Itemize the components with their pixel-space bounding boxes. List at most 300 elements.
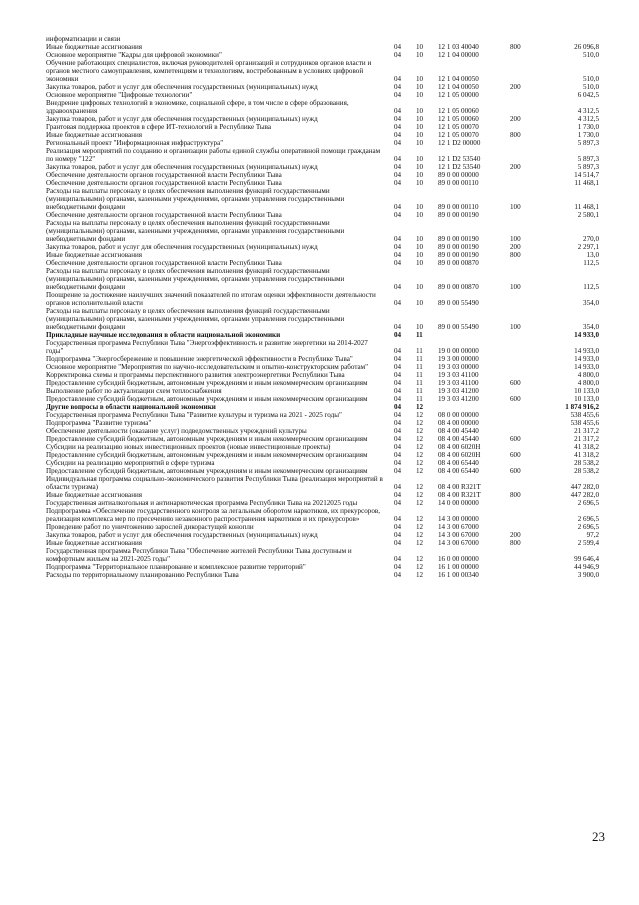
- row-expense-type: [508, 507, 540, 523]
- row-subsection: 10: [416, 43, 424, 51]
- table-row: [46, 43, 599, 51]
- row-amount: 1 730,0: [577, 123, 599, 131]
- row-name: Субсидии на реализацию мероприятий в сфере туризма: [46, 459, 215, 467]
- row-target-item: 89 0 00 00110: [438, 179, 479, 187]
- row-section: 04: [394, 131, 402, 139]
- table-row: [46, 179, 599, 187]
- row-expense-type: [508, 571, 540, 579]
- row-subsection: 10: [416, 243, 424, 251]
- row-section: 04: [394, 459, 402, 467]
- table-row: [46, 531, 599, 539]
- row-expense-type: 800: [510, 131, 521, 139]
- row-target-item: 12 1 05 00070: [438, 123, 479, 131]
- row-amount: 5 897,3: [577, 139, 599, 147]
- row-expense-type: [508, 331, 540, 339]
- row-target-item: 12 1 05 00000: [438, 91, 479, 99]
- row-expense-type: 100: [510, 235, 521, 243]
- row-subsection: 12: [416, 555, 424, 563]
- row-name: Закупка товаров, работ и услуг для обеспечения государственных (муниципальных) нужд: [46, 115, 318, 123]
- table-row: [46, 395, 599, 403]
- row-expense-type: 200: [510, 243, 521, 251]
- row-amount: 4 312,5: [577, 107, 599, 115]
- row-section: 04: [394, 243, 402, 251]
- row-target-item: 08 4 00 45440: [438, 435, 479, 443]
- row-target-item: 08 4 00 65440: [438, 467, 479, 475]
- row-target-item: 89 0 00 00870: [438, 283, 479, 291]
- row-subsection: 12: [416, 427, 424, 435]
- row-subsection: 10: [416, 251, 424, 259]
- table-row: [46, 427, 599, 435]
- table-row: [46, 475, 599, 491]
- row-section: 04: [394, 483, 402, 491]
- row-subsection: 10: [416, 235, 424, 243]
- table-row: [46, 363, 599, 371]
- row-target-item: 08 0 00 00000: [438, 411, 479, 419]
- page-number: 23: [592, 829, 605, 844]
- row-section: 04: [394, 379, 402, 387]
- row-amount: 538 455,6: [570, 411, 599, 419]
- row-subsection: 11: [416, 363, 423, 371]
- row-name: Предоставление субсидий бюджетным, автономным учреждениям и иным некоммерческим организациям: [46, 467, 368, 475]
- row-target-item: 12 1 D2 53540: [438, 155, 481, 163]
- row-expense-type: [508, 259, 540, 267]
- row-subsection: 10: [416, 123, 424, 131]
- table-row: [46, 451, 599, 459]
- row-target-item: 89 0 00 00190: [438, 251, 479, 259]
- row-expense-type: [508, 339, 540, 355]
- row-section: 04: [394, 515, 402, 523]
- row-name: Расходы на выплаты персоналу в целях обеспечения выполнения функций государственными (муниципальными) органами, казенными учреждениями, органами управления государственными внебюджетными фондами: [46, 219, 345, 243]
- row-section: 04: [394, 443, 402, 451]
- budget-table-body: [46, 35, 599, 579]
- table-row: [46, 123, 599, 131]
- row-section: 04: [394, 571, 402, 579]
- row-amount: 11 468,1: [574, 203, 599, 211]
- row-amount: 11 468,1: [574, 179, 599, 187]
- row-expense-type: [508, 211, 540, 219]
- row-target-item: 12 1 04 00050: [438, 83, 479, 91]
- row-section: 04: [394, 91, 402, 99]
- row-target-item: 19 3 03 00000: [438, 363, 479, 371]
- row-subsection: 10: [416, 155, 424, 163]
- row-section: 04: [394, 539, 402, 547]
- row-target-item: 08 4 00 6020Н: [438, 443, 481, 451]
- row-amount: 14 933,0: [574, 363, 599, 371]
- row-name: Предоставление субсидий бюджетным, автономным учреждениям и иным некоммерческим организациям: [46, 395, 368, 403]
- row-expense-type: 800: [510, 43, 521, 51]
- row-amount: 510,0: [583, 51, 599, 59]
- row-expense-type: [508, 59, 540, 83]
- row-amount: 14 933,0: [574, 347, 599, 355]
- row-subsection: 10: [416, 299, 424, 307]
- table-row: [46, 35, 599, 43]
- row-expense-type: [508, 427, 540, 435]
- row-subsection: 10: [416, 211, 424, 219]
- row-amount: 2 696,5: [577, 515, 599, 523]
- row-subsection: 12: [416, 411, 424, 419]
- row-subsection: 10: [416, 75, 424, 83]
- row-amount: 14 933,0: [574, 331, 599, 339]
- row-amount: 5 897,3: [577, 155, 599, 163]
- row-section: [392, 35, 414, 43]
- row-name: Подпрограмма "Развитие туризма": [46, 419, 152, 427]
- row-expense-type: [508, 411, 540, 419]
- row-name: Поощрение за достижение наилучших значений показателей по итогам оценки эффективности деятельности органов исполнительной власти: [46, 291, 376, 307]
- row-name: Обеспечение деятельности (оказание услуг) подведомственных учреждений культуры: [46, 427, 307, 435]
- row-amount: 1 874 916,2: [565, 403, 599, 411]
- table-row: [46, 115, 599, 123]
- row-subsection: 12: [416, 499, 424, 507]
- row-target-item: 08 4 00 R321Т: [438, 491, 481, 499]
- row-section: 04: [394, 235, 402, 243]
- row-amount: 97,2: [586, 531, 599, 539]
- row-section: 04: [394, 75, 402, 83]
- row-target-item: 12 1 D2 00000: [438, 139, 481, 147]
- row-expense-type: 100: [510, 323, 521, 331]
- row-subsection: 12: [416, 531, 424, 539]
- row-target-item: 08 4 00 00000: [438, 419, 479, 427]
- row-section: 04: [394, 435, 402, 443]
- row-subsection: 10: [416, 131, 424, 139]
- row-name: Закупка товаров, работ и услуг для обеспечения государственных (муниципальных) нужд: [46, 83, 318, 91]
- row-expense-type: 600: [510, 451, 521, 459]
- row-expense-type: [508, 147, 540, 163]
- row-target-item: 89 0 00 55490: [438, 323, 479, 331]
- row-name: Основное мероприятие "Кадры для цифровой экономики": [46, 51, 222, 59]
- row-target-item: 19 3 03 41100: [438, 379, 479, 387]
- row-name: Государственная программа Республики Тыва "Энергоэффективность и развитие энергетики на 2014-2027 годы": [46, 339, 368, 355]
- row-expense-type: [508, 371, 540, 379]
- table-row: [46, 83, 599, 91]
- row-amount: 2 696,5: [577, 523, 599, 531]
- table-row: [46, 51, 599, 59]
- table-row: [46, 243, 599, 251]
- row-target-item: 89 0 00 00000: [438, 171, 479, 179]
- row-section: 04: [394, 411, 402, 419]
- row-name: Закупка товаров, работ и услуг для обеспечения государственных (муниципальных) нужд: [46, 531, 318, 539]
- row-subsection: 11: [416, 379, 423, 387]
- row-expense-type: [508, 51, 540, 59]
- row-name: Иные бюджетные ассигнования: [46, 43, 143, 51]
- row-section: 04: [394, 387, 402, 395]
- row-target-item: 12 1 D2 53540: [438, 163, 481, 171]
- row-amount: 6 042,5: [577, 91, 599, 99]
- row-subsection: 12: [416, 563, 424, 571]
- table-row: [46, 459, 599, 467]
- row-amount: 14 933,0: [574, 355, 599, 363]
- table-row: [46, 251, 599, 259]
- row-expense-type: 600: [510, 467, 521, 475]
- row-expense-type: [508, 443, 540, 451]
- row-target-item: 14 3 00 00000: [438, 515, 479, 523]
- row-expense-type: 800: [510, 539, 521, 547]
- table-row: [46, 499, 599, 507]
- row-name: Расходы на выплаты персоналу в целях обеспечения выполнения функций государственными (муниципальными) органами, казенными учреждениями, органами управления государственными внебюджетными фондами: [46, 267, 345, 291]
- row-target-item: 89 0 00 00190: [438, 243, 479, 251]
- row-amount: 41 318,2: [574, 451, 599, 459]
- table-row: [46, 571, 599, 579]
- table-row: [46, 331, 599, 339]
- row-subsection: 10: [416, 51, 424, 59]
- row-amount: 2 297,1: [577, 243, 599, 251]
- row-name: Иные бюджетные ассигнования: [46, 131, 143, 139]
- row-amount: 10 133,0: [574, 395, 599, 403]
- row-section: 04: [394, 139, 402, 147]
- row-name: Расходы на выплаты персоналу в целях обеспечения выполнения функций государственными (муниципальными) органами, казенными учреждениями, органами управления государственными внебюджетными фондами: [46, 187, 345, 211]
- row-subsection: 12: [416, 515, 424, 523]
- row-subsection: 10: [416, 107, 424, 115]
- row-amount: 41 318,2: [574, 443, 599, 451]
- row-target-item: 12 1 05 00060: [438, 115, 479, 123]
- row-name: Корректировка схемы и программы перспективного развития электроэнергетики Республики Тыва: [46, 371, 345, 379]
- row-name: Другие вопросы в области национальной экономики: [46, 403, 216, 411]
- table-row: [46, 403, 599, 411]
- table-row: [46, 99, 599, 115]
- row-amount: 538 455,6: [570, 419, 599, 427]
- row-name: информатизации и связи: [46, 35, 121, 43]
- row-target-item: 89 0 00 55490: [438, 299, 479, 307]
- table-row: [46, 387, 599, 395]
- row-expense-type: 100: [510, 203, 521, 211]
- table-row: [46, 163, 599, 171]
- row-expense-type: [508, 179, 540, 187]
- row-amount: 270,0: [583, 235, 599, 243]
- row-name: Выполнение работ по актуализации схем теплоснабжения: [46, 387, 222, 395]
- table-row: [46, 219, 599, 243]
- row-amount: 510,0: [583, 83, 599, 91]
- row-section: 04: [394, 299, 402, 307]
- row-subsection: 10: [416, 179, 424, 187]
- row-section: 04: [394, 115, 402, 123]
- table-row: [46, 435, 599, 443]
- row-section: 04: [394, 427, 402, 435]
- row-name: Подпрограмма «Обеспечение государственного контроля за легальным оборотом наркотиков, их прекурсоров, реализация комплекса мер по пресечению незаконного распространения наркотиков и их прекурсоров»: [46, 507, 381, 523]
- row-expense-type: [508, 35, 540, 43]
- row-name: Закупка товаров, работ и услуг для обеспечения государственных (муниципальных) нужд: [46, 243, 318, 251]
- table-row: [46, 355, 599, 363]
- row-section: 04: [394, 371, 402, 379]
- row-expense-type: 200: [510, 531, 521, 539]
- row-amount: 26 096,8: [574, 43, 599, 51]
- row-amount: 21 317,2: [574, 427, 599, 435]
- row-target-item: 16 1 00 00000: [438, 563, 479, 571]
- row-expense-type: [508, 403, 540, 411]
- row-name: Государственная программа Республики Тыва "Развитие культуры и туризма на 2021 - 2025 годы": [46, 411, 342, 419]
- row-subsection: 11: [416, 347, 423, 355]
- row-name: Предоставление субсидий бюджетным, автономным учреждениям и иным некоммерческим организациям: [46, 435, 368, 443]
- row-section: 04: [394, 155, 402, 163]
- row-amount: 14 514,7: [574, 171, 599, 179]
- row-section: 04: [394, 419, 402, 427]
- row-amount: [540, 35, 599, 43]
- table-row: [46, 411, 599, 419]
- row-target-item: 08 4 00 45440: [438, 427, 479, 435]
- row-name: Государственная программа Республики Тыва "Обеспечение жителей Республики Тыва доступным и комфортным жильем на 2021-2025 годы": [46, 547, 352, 563]
- row-name: Реализация мероприятий по созданию и организации работы единой службы оперативной помощи гражданам по номеру "122": [46, 147, 381, 163]
- row-amount: 112,5: [583, 259, 599, 267]
- row-subsection: 10: [416, 171, 424, 179]
- row-subsection: 12: [416, 523, 424, 531]
- row-name: Основное мероприятие "Цифровые технологии": [46, 91, 193, 99]
- row-section: 04: [394, 403, 402, 411]
- row-target-item: 08 4 00 R321Т: [438, 483, 481, 491]
- row-expense-type: [508, 123, 540, 131]
- row-subsection: 10: [416, 83, 424, 91]
- row-amount: 5 897,3: [577, 163, 599, 171]
- row-target-item: 14 3 00 67000: [438, 539, 479, 547]
- table-row: [46, 147, 599, 163]
- row-expense-type: [508, 499, 540, 507]
- row-subsection: 12: [416, 443, 424, 451]
- row-target-item: 12 1 03 40040: [438, 43, 479, 51]
- row-expense-type: 200: [510, 115, 521, 123]
- row-amount: 4 312,5: [577, 115, 599, 123]
- row-section: 04: [394, 363, 402, 371]
- row-section: 04: [394, 211, 402, 219]
- row-name: Государственная антиалкогольная и антинаркотическая программа Республики Тыва на 20212025 годы: [46, 499, 358, 507]
- table-row: [46, 371, 599, 379]
- row-expense-type: 200: [510, 83, 521, 91]
- row-expense-type: [508, 475, 540, 491]
- row-section: 04: [394, 179, 402, 187]
- row-name: Иные бюджетные ассигнования: [46, 491, 143, 499]
- row-section: 04: [394, 51, 402, 59]
- row-target-item: 19 3 03 41200: [438, 395, 479, 403]
- table-row: [46, 379, 599, 387]
- row-subsection: 12: [416, 435, 424, 443]
- row-target-item: 12 1 05 00060: [438, 107, 479, 115]
- row-section: 04: [394, 203, 402, 211]
- row-target-item: 12 1 04 00000: [438, 51, 479, 59]
- row-amount: 447 282,0: [570, 483, 599, 491]
- table-row: [46, 467, 599, 475]
- row-subsection: 11: [416, 371, 423, 379]
- row-target-item: 08 4 00 6020Н: [438, 451, 481, 459]
- row-expense-type: 200: [510, 163, 521, 171]
- row-target-item: 19 3 00 00000: [438, 355, 479, 363]
- row-target-item: 08 4 00 65440: [438, 459, 479, 467]
- row-subsection: 12: [416, 419, 424, 427]
- row-expense-type: [508, 563, 540, 571]
- row-subsection: 10: [416, 139, 424, 147]
- table-row: [46, 91, 599, 99]
- row-target-item: 16 0 00 00000: [438, 555, 479, 563]
- table-row: [46, 171, 599, 179]
- row-expense-type: [508, 547, 540, 563]
- row-name: Обучение работающих специалистов, включая руководителей организаций и сотрудников органов власти и органов местного самоуправления, компетенциям и технологиям, востребованным в условиях цифровой экономики: [46, 59, 372, 83]
- row-amount: 28 538,2: [574, 459, 599, 467]
- row-expense-type: [508, 387, 540, 395]
- row-name: Закупка товаров, работ и услуг для обеспечения государственных (муниципальных) нужд: [46, 163, 318, 171]
- row-name: Обеспечение деятельности органов государственной власти Республики Тыва: [46, 171, 282, 179]
- row-target-item: [436, 35, 508, 43]
- row-amount: 447 282,0: [570, 491, 599, 499]
- row-subsection: 11: [416, 331, 423, 339]
- row-amount: 2 599,4: [577, 539, 599, 547]
- row-expense-type: [508, 355, 540, 363]
- row-amount: 21 317,2: [574, 435, 599, 443]
- table-row: [46, 211, 599, 219]
- row-name: Иные бюджетные ассигнования: [46, 539, 143, 547]
- row-section: 04: [394, 83, 402, 91]
- row-section: 04: [394, 163, 402, 171]
- row-subsection: 12: [416, 459, 424, 467]
- row-amount: 99 646,4: [574, 555, 599, 563]
- row-subsection: 10: [416, 283, 424, 291]
- row-amount: 354,0: [583, 323, 599, 331]
- row-expense-type: [508, 91, 540, 99]
- row-target-item: 12 1 05 00070: [438, 131, 479, 139]
- table-row: [46, 267, 599, 291]
- row-subsection: 12: [416, 539, 424, 547]
- row-section: 04: [394, 283, 402, 291]
- row-section: 04: [394, 171, 402, 179]
- row-name: Расходы по территориальному планированию Республики Тыва: [46, 571, 239, 579]
- row-target-item: 89 0 00 00190: [438, 211, 479, 219]
- row-target-item: 19 3 03 41100: [438, 371, 479, 379]
- row-name: Предоставление субсидий бюджетным, автономным учреждениям и иным некоммерческим организациям: [46, 451, 368, 459]
- row-name: Основное мероприятие "Мероприятия по научно-исследовательским и опытно-конструкторским работам": [46, 363, 369, 371]
- row-subsection: 12: [416, 451, 424, 459]
- row-subsection: 11: [416, 355, 423, 363]
- row-subsection: 12: [416, 491, 424, 499]
- row-subsection: 12: [416, 571, 424, 579]
- row-subsection: 10: [416, 163, 424, 171]
- table-row: [46, 339, 599, 355]
- row-amount: 10 133,0: [574, 387, 599, 395]
- row-subsection: [414, 35, 436, 43]
- row-subsection: 12: [416, 467, 424, 475]
- row-name: Проведение работ по уничтожению зарослей дикорастущей конопли: [46, 523, 254, 531]
- table-row: [46, 307, 599, 331]
- row-subsection: 10: [416, 323, 424, 331]
- row-amount: 44 946,9: [574, 563, 599, 571]
- row-expense-type: [508, 139, 540, 147]
- row-name: Предоставление субсидий бюджетным, автономным учреждениям и иным некоммерческим организациям: [46, 379, 368, 387]
- row-expense-type: 100: [510, 283, 521, 291]
- row-expense-type: [508, 523, 540, 531]
- table-row: [46, 291, 599, 307]
- row-section: 04: [394, 531, 402, 539]
- table-row: [46, 539, 599, 547]
- row-amount: 1 730,0: [577, 131, 599, 139]
- row-section: 04: [394, 259, 402, 267]
- row-name: Индивидуальная программа социально-экономического развития Республики Тыва (реализация мероприятий в области туризма): [46, 475, 383, 491]
- row-target-item: [436, 403, 508, 411]
- row-section: 04: [394, 467, 402, 475]
- row-section: 04: [394, 331, 402, 339]
- row-target-item: 16 1 00 00340: [438, 571, 479, 579]
- row-expense-type: 600: [510, 379, 521, 387]
- table-row: [46, 419, 599, 427]
- row-name: Подпрограмма "Территориальное планирование и комплексное развитие территорий": [46, 563, 306, 571]
- table-row: [46, 187, 599, 211]
- table-row: [46, 491, 599, 499]
- row-section: 04: [394, 395, 402, 403]
- row-amount: 4 800,0: [577, 371, 599, 379]
- row-subsection: 11: [416, 395, 423, 403]
- row-subsection: 10: [416, 259, 424, 267]
- row-amount: 510,0: [583, 75, 599, 83]
- row-name: Обеспечение деятельности органов государственной власти Республики Тыва: [46, 211, 282, 219]
- row-name: Прикладные научные исследования в области национальной экономики: [46, 331, 281, 339]
- table-row: [46, 507, 599, 523]
- row-section: 04: [394, 323, 402, 331]
- row-amount: 2 696,5: [577, 499, 599, 507]
- row-expense-type: 800: [510, 251, 521, 259]
- row-subsection: 10: [416, 115, 424, 123]
- row-section: 04: [394, 123, 402, 131]
